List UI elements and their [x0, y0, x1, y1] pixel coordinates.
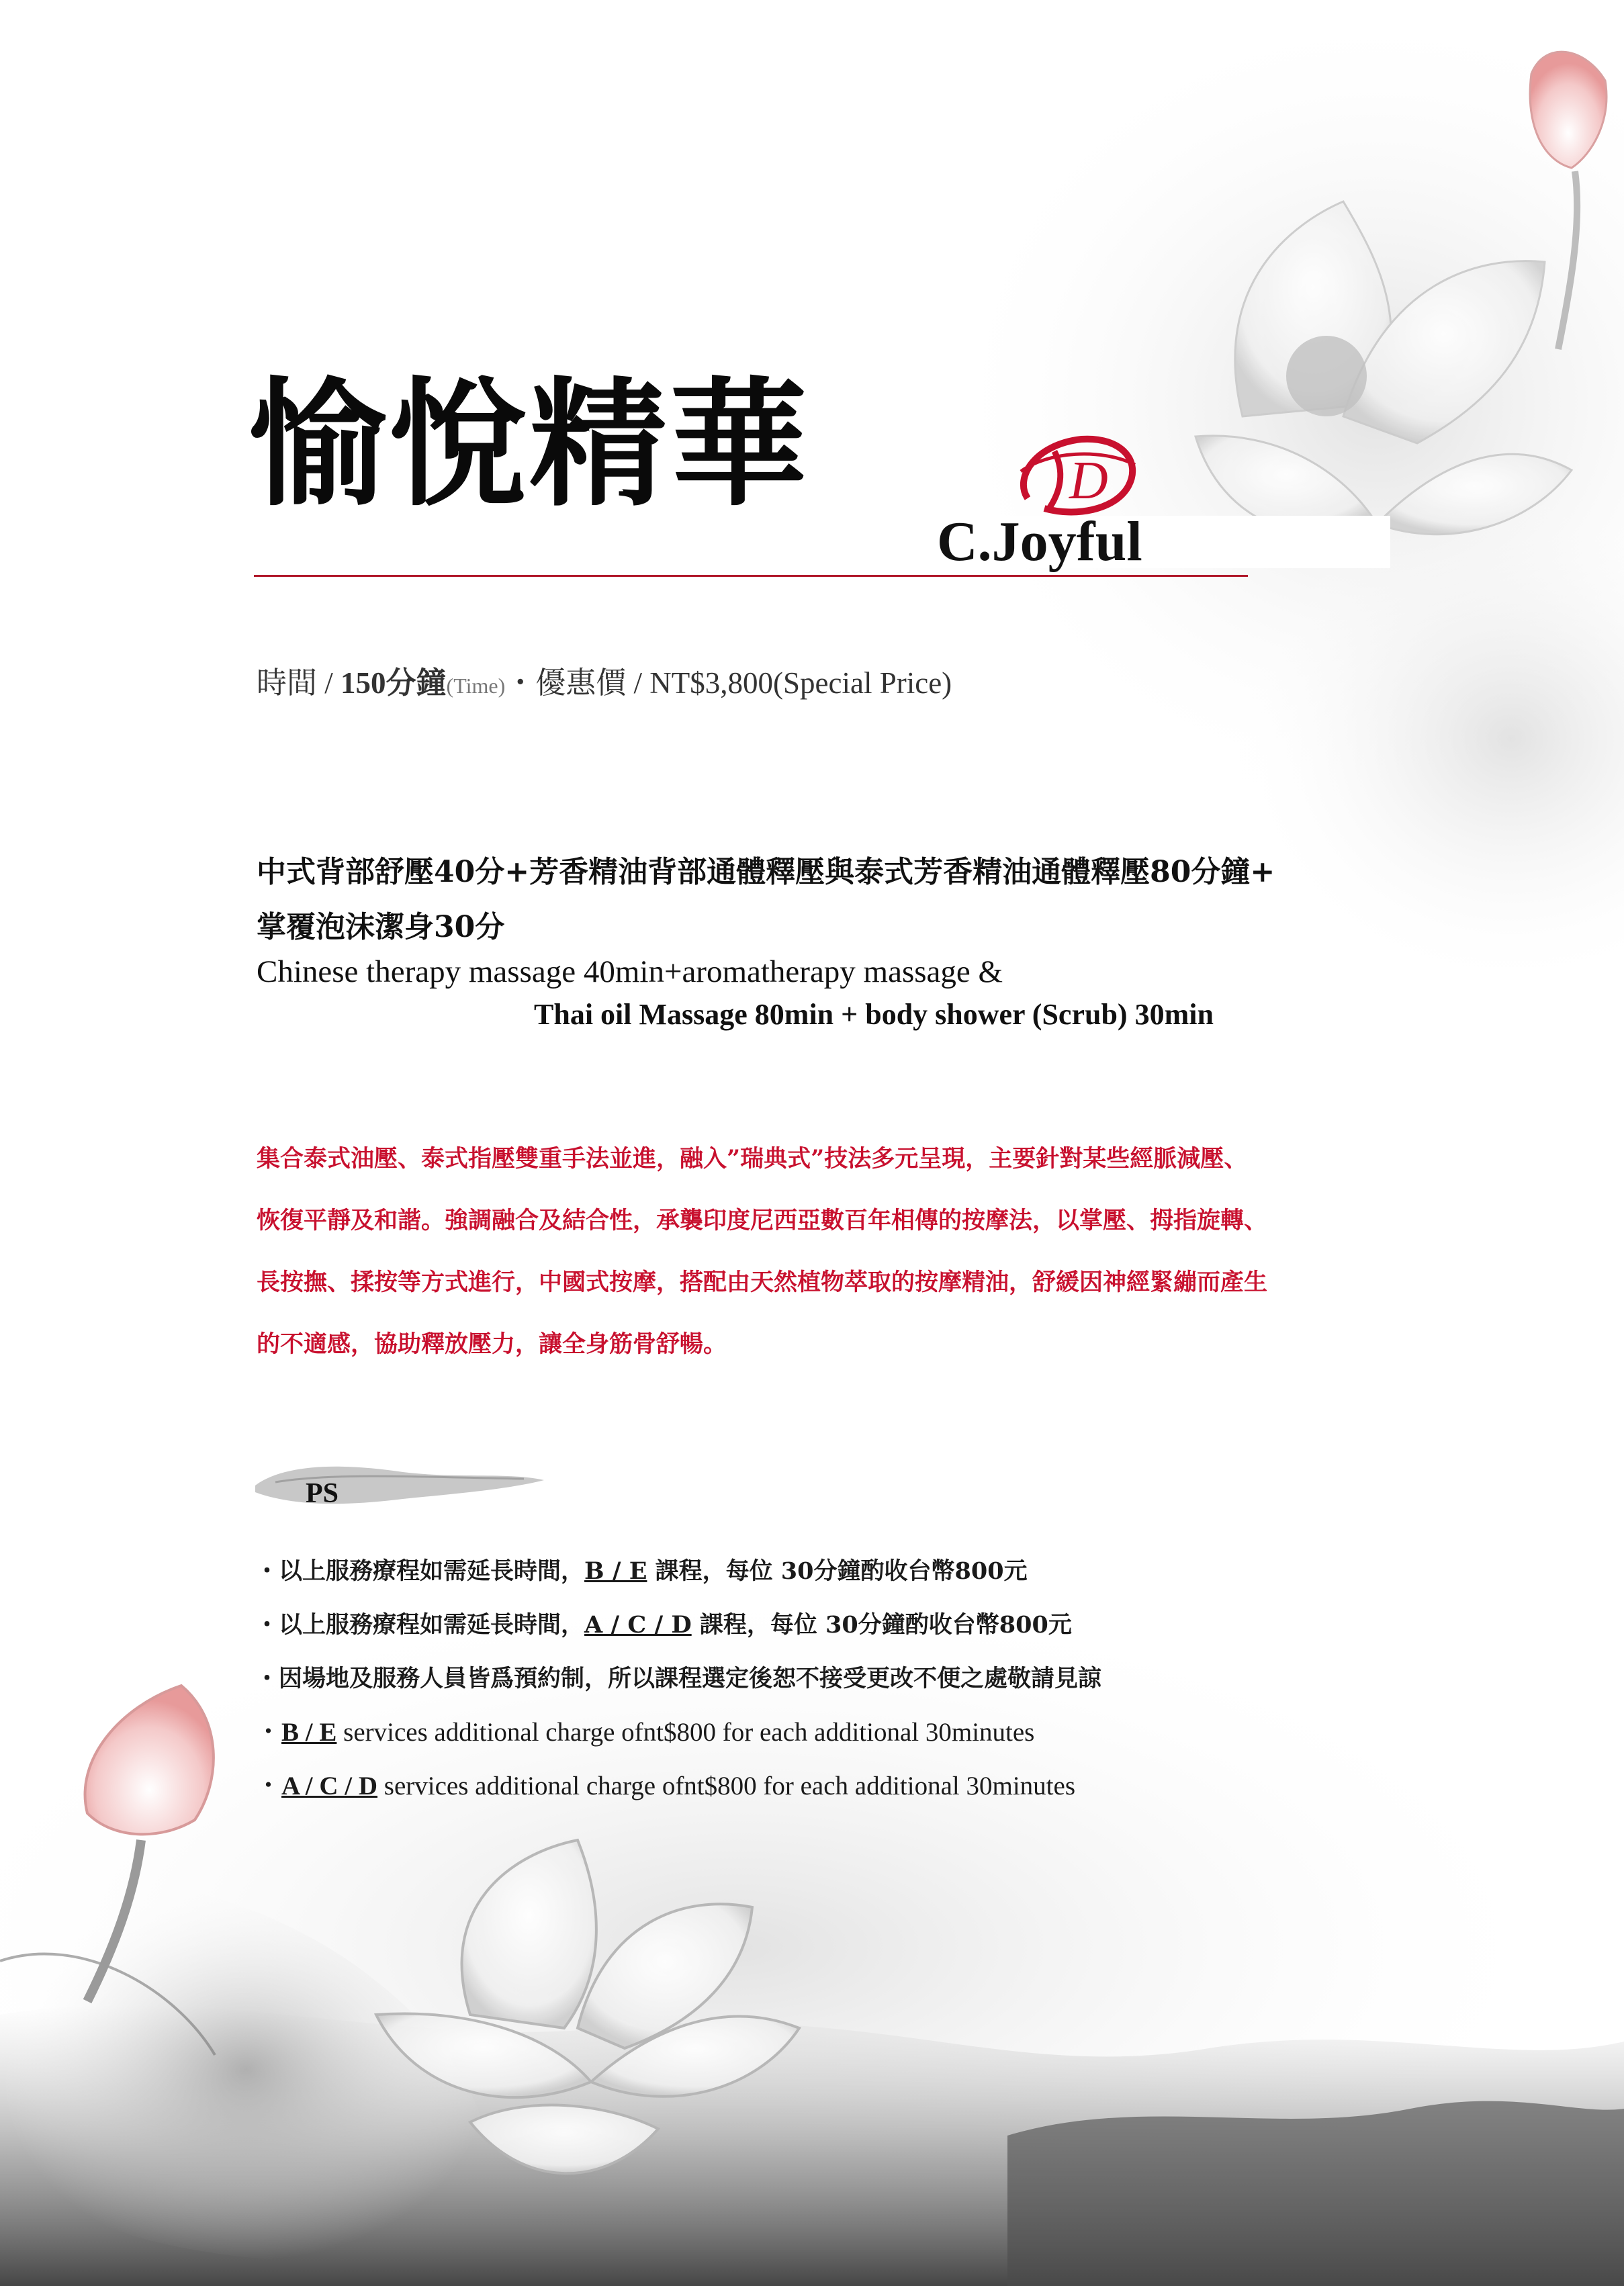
description-en-line-1: Chinese therapy massage 40min+aromatherapy massage & — [257, 954, 1003, 989]
intro-line-4: 的不適感，協助釋放壓力，讓全身筋骨舒暢。 — [257, 1330, 727, 1358]
ps-item: ・A / C / D services additional charge ofnt$800 for each additional 30minutes — [255, 1772, 1075, 1800]
course-code: A / C / D — [281, 1772, 378, 1800]
price-label: 優惠價 / — [535, 666, 650, 700]
price-value: NT$3,800 — [649, 666, 774, 700]
course-code: A / C / D — [584, 1611, 692, 1639]
ps-item: ・B / E services additional charge ofnt$800 for each additional 30minutes — [255, 1718, 1035, 1747]
ps-list — [255, 1545, 1464, 1813]
description-en-line-2: Thai oil Massage 80min + body shower (Scrub) 30min — [534, 998, 1214, 1031]
time-price-line — [257, 665, 952, 701]
ps-label: PS — [306, 1478, 339, 1509]
service-description-chinese — [257, 845, 1398, 955]
title-underline — [254, 575, 1248, 577]
time-label: 時間 / — [257, 666, 341, 700]
meta-separator: ・ — [505, 666, 536, 700]
description-cn-line-2: 掌覆泡沫潔身30分 — [257, 910, 505, 944]
intro-paragraph — [257, 1128, 1358, 1375]
ps-item: ・以上服務療程如需延長時間，B / E 課程，每位 30分鐘酌收台幣800元 — [255, 1557, 1028, 1585]
intro-line-3: 長按撫、揉按等方式進行，中國式按摩，搭配由天然植物萃取的按摩精油，舒緩因神經緊繃而產生 — [257, 1269, 1268, 1296]
title-chinese: 愉悅精華 — [249, 364, 810, 525]
time-value: 150分鐘 — [341, 666, 447, 700]
svg-text:D: D — [1069, 451, 1108, 510]
ps-item: ・以上服務療程如需延長時間，A / C / D 課程，每位 30分鐘酌收台幣800元 — [255, 1611, 1072, 1639]
title-english: C.Joyful — [937, 510, 1142, 573]
time-en: (Time) — [446, 674, 506, 698]
intro-line-2: 恢復平靜及和諧。強調融合及結合性，承襲印度尼西亞數百年相傳的按摩法，以掌壓、拇指旋轉、 — [257, 1207, 1268, 1234]
ps-item: ・因場地及服務人員皆爲預約制，所以課程選定後恕不接受更改不便之處敬請見諒 — [255, 1665, 1102, 1692]
intro-line-1: 集合泰式油壓、泰式指壓雙重手法並進，融入”瑞典式”技法多元呈現，主要針對某些經脈減壓、 — [257, 1145, 1248, 1173]
course-code: B / E — [281, 1718, 337, 1747]
price-en: (Special Price) — [773, 666, 952, 700]
ps-brush-stroke — [255, 1452, 544, 1512]
course-code: B / E — [584, 1557, 647, 1585]
red-d-logo — [1007, 424, 1148, 525]
description-cn-line-1: 中式背部舒壓40分+芳香精油背部通體釋壓與泰式芳香精油通體釋壓80分鐘+ — [257, 855, 1275, 889]
